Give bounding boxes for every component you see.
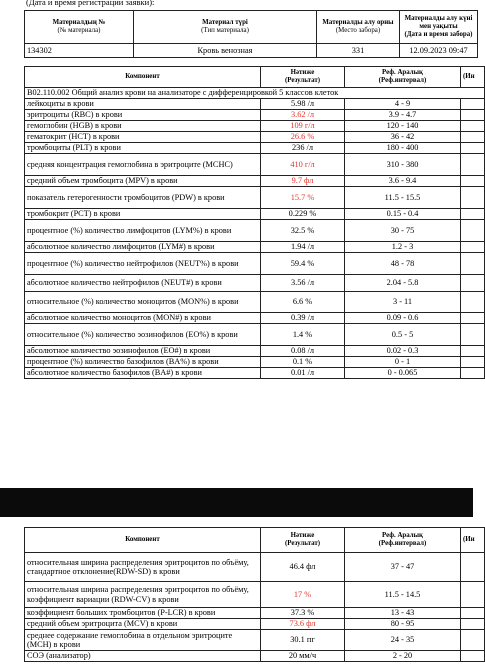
component-name: абсолютное количество лимфоцитов (LYM#) в крови: [25, 242, 261, 253]
table-row: [25, 242, 485, 253]
col-ref-2: Реф. Аралық (Реф.интервал): [345, 528, 461, 553]
reference-range: 3.6 - 9.4: [345, 176, 461, 187]
report-page-2: [0, 517, 473, 671]
result-value: 9.7 фл: [261, 176, 345, 187]
reference-range: 3 - 11: [345, 292, 461, 313]
cut-cell: [461, 324, 485, 346]
reference-range: 120 - 140: [345, 121, 461, 132]
reference-range: 1.2 - 3: [345, 242, 461, 253]
component-name: абсолютное количество нейтрофилов (NEUT#) в крови: [25, 275, 261, 292]
table-row: [25, 176, 485, 187]
cut-cell: [461, 357, 485, 368]
reference-range: 2 - 20: [345, 651, 461, 662]
result-value: 0.08 /л: [261, 346, 345, 357]
cut-cell: [461, 154, 485, 176]
result-value: 109 г/л: [261, 121, 345, 132]
component-name: среднее содержание гемоглобина в отдельном эритроците (MCH) в крови: [25, 630, 261, 651]
reference-range: 180 - 400: [345, 143, 461, 154]
reference-range: 36 - 42: [345, 132, 461, 143]
results-table-continued: [24, 527, 485, 662]
table-row: [25, 553, 485, 582]
result-value: 0.01 /л: [261, 368, 345, 379]
table-row: [25, 651, 485, 662]
component-name: средний объем эритроцита (MCV) в крови: [25, 619, 261, 630]
reference-range: 4 - 9: [345, 99, 461, 110]
reference-range: 0.15 - 0.4: [345, 209, 461, 220]
cut-cell: [461, 275, 485, 292]
reference-range: 24 - 35: [345, 630, 461, 651]
component-name: относительная ширина распределения эритроцитов по объёму, стандартное отклонение(RDW-SD) в крови: [25, 553, 261, 582]
reference-range: 13 - 43: [345, 608, 461, 619]
cut-cell: [461, 99, 485, 110]
sample-type: Кровь венозная: [134, 44, 317, 58]
table-row: [25, 630, 485, 651]
cut-cell: [461, 209, 485, 220]
component-name: процентное (%) количество нейтрофилов (NEUT%) в крови: [25, 253, 261, 275]
reference-range: 0 - 1: [345, 357, 461, 368]
result-value: 15.7 %: [261, 187, 345, 209]
sample-info-table: [24, 10, 478, 58]
result-value: 3.56 /л: [261, 275, 345, 292]
table-row: [25, 253, 485, 275]
reference-range: 310 - 380: [345, 154, 461, 176]
cut-cell: [461, 608, 485, 619]
table-row: [25, 313, 485, 324]
cut-cell: [461, 176, 485, 187]
reference-range: 0.02 - 0.3: [345, 346, 461, 357]
table-row: [25, 220, 485, 242]
table-row: [25, 187, 485, 209]
table-row: [25, 582, 485, 608]
component-name: процентное (%) количество лимфоцитов (LYM%) в крови: [25, 220, 261, 242]
table-row: [25, 143, 485, 154]
col-result: Нәтиже (Результат): [261, 67, 345, 88]
component-name: относительное (%) количество эозинофилов (EO%) в крови: [25, 324, 261, 346]
table-row: [25, 608, 485, 619]
result-value: 59.4 %: [261, 253, 345, 275]
cut-cell: [461, 368, 485, 379]
sample-number: 134302: [25, 44, 134, 58]
result-value: 0.39 /л: [261, 313, 345, 324]
result-value: 410 г/л: [261, 154, 345, 176]
result-value: 20 мм/ч: [261, 651, 345, 662]
reference-range: 0 - 0.065: [345, 368, 461, 379]
cut-cell: [461, 187, 485, 209]
component-name: абсолютное количество моноцитов (MON#) в крови: [25, 313, 261, 324]
cut-cell: [461, 292, 485, 313]
col-component-2: Компонент: [25, 528, 261, 553]
page-separator: [0, 488, 473, 517]
component-name: абсолютное количество эозинофилов (EO#) в крови: [25, 346, 261, 357]
table-row: [25, 110, 485, 121]
table-row: [25, 99, 485, 110]
cut-cell: [461, 651, 485, 662]
cut-cell: [461, 313, 485, 324]
col-place: Материалды алу орны (Место забора): [317, 11, 400, 44]
cut-cell: [461, 619, 485, 630]
result-value: 236 /л: [261, 143, 345, 154]
reference-range: 30 - 75: [345, 220, 461, 242]
reference-range: 2.04 - 5.8: [345, 275, 461, 292]
cut-cell: [461, 110, 485, 121]
component-name: относительная ширина распределения эритроцитов по объёму, коэффициент вариации (RDW-CV) в крови: [25, 582, 261, 608]
result-value: 73.6 фл: [261, 619, 345, 630]
reference-range: 37 - 47: [345, 553, 461, 582]
cut-cell: [461, 630, 485, 651]
table-row: [25, 154, 485, 176]
col-datetime: Материалды алу күні мен уақыты (Дата и время забора): [400, 11, 478, 44]
cut-cell: [461, 346, 485, 357]
col-material-type: Материал түрі (Тип материала): [134, 11, 317, 44]
cut-cell: [461, 132, 485, 143]
component-name: процентное (%) количество базофилов (BA%) в крови: [25, 357, 261, 368]
col-result-2: Нәтиже (Результат): [261, 528, 345, 553]
col-material-no: Материалдың № (№ материала): [25, 11, 134, 44]
sample-place: 331: [317, 44, 400, 58]
col-cut: (Ин: [461, 67, 485, 88]
cut-cell: [461, 121, 485, 132]
component-name: средняя концентрация гемоглобина в эритроците (MCHC): [25, 154, 261, 176]
col-component: Компонент: [25, 67, 261, 88]
table-row: [25, 619, 485, 630]
component-name: гемоглобин (HGB) в крови: [25, 121, 261, 132]
cut-cell: [461, 242, 485, 253]
cut-cell: [461, 582, 485, 608]
results-table: [24, 66, 485, 379]
component-name: тромбокрит (PCT) в крови: [25, 209, 261, 220]
table-row: [25, 357, 485, 368]
component-name: абсолютное количество базофилов (BA#) в крови: [25, 368, 261, 379]
col-ref: Реф. Аралық (Реф.интервал): [345, 67, 461, 88]
component-name: показатель гетерогенности тромбоцитов (PDW) в крови: [25, 187, 261, 209]
cut-cell: [461, 553, 485, 582]
reference-range: 3.9 - 4.7: [345, 110, 461, 121]
result-value: 17 %: [261, 582, 345, 608]
reference-range: 11.5 - 14.5: [345, 582, 461, 608]
table-row: [25, 275, 485, 292]
reference-range: 48 - 78: [345, 253, 461, 275]
table-row: [25, 346, 485, 357]
result-value: 0.229 %: [261, 209, 345, 220]
result-value: 26.6 %: [261, 132, 345, 143]
table-row: [25, 292, 485, 313]
component-name: гематокрит (HCT) в крови: [25, 132, 261, 143]
component-name: тромбоциты (PLT) в крови: [25, 143, 261, 154]
table-row: [25, 324, 485, 346]
reference-range: 0.5 - 5: [345, 324, 461, 346]
result-value: 5.98 /л: [261, 99, 345, 110]
result-value: 37.3 %: [261, 608, 345, 619]
result-value: 46.4 фл: [261, 553, 345, 582]
result-value: 6.6 %: [261, 292, 345, 313]
cut-cell: [461, 143, 485, 154]
table-row: [25, 121, 485, 132]
component-name: СОЭ (анализатор): [25, 651, 261, 662]
component-name: относительное (%) количество моноцитов (MON%) в крови: [25, 292, 261, 313]
reference-range: 11.5 - 15.5: [345, 187, 461, 209]
result-value: 1.94 /л: [261, 242, 345, 253]
col-cut-2: (Ин: [461, 528, 485, 553]
result-value: 0.1 %: [261, 357, 345, 368]
section-title: В02.110.002 Общий анализ крови на анализаторе с дифференцировкой 5 классов клеток: [25, 88, 485, 99]
reference-range: 80 - 95: [345, 619, 461, 630]
sample-datetime: 12.09.2023 09:47: [400, 44, 478, 58]
result-value: 30.1 пг: [261, 630, 345, 651]
component-name: лейкоциты в крови: [25, 99, 261, 110]
component-name: средний объем тромбоцита (MPV) в крови: [25, 176, 261, 187]
table-row: [25, 368, 485, 379]
table-row: [25, 132, 485, 143]
result-value: 32.5 %: [261, 220, 345, 242]
result-value: 3.62 /л: [261, 110, 345, 121]
component-name: коэффициент больших тромбоцитов (P-LCR) в крови: [25, 608, 261, 619]
cut-cell: [461, 220, 485, 242]
table-row: [25, 209, 485, 220]
result-value: 1.4 %: [261, 324, 345, 346]
registration-note: (Дата и время регистрации заявки):: [26, 0, 155, 7]
component-name: эритроциты (RBC) в крови: [25, 110, 261, 121]
cut-cell: [461, 253, 485, 275]
reference-range: 0.09 - 0.6: [345, 313, 461, 324]
